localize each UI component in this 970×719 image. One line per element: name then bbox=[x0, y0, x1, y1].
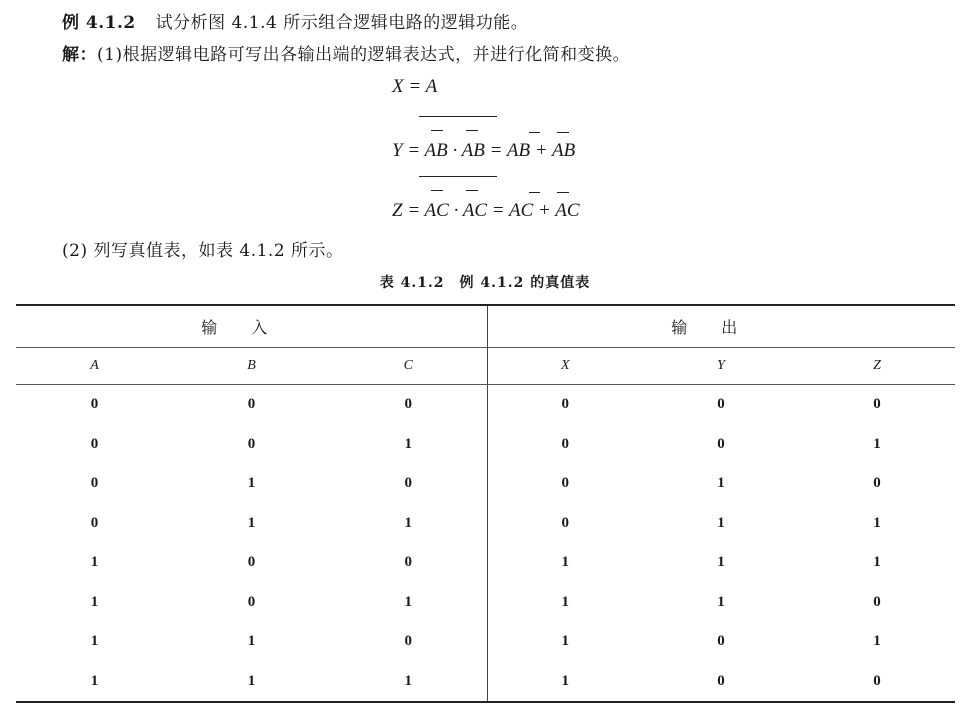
equation-z bbox=[392, 200, 580, 222]
table-cell: 0 bbox=[330, 622, 487, 662]
equation-y-outer-overline bbox=[419, 116, 497, 117]
table-cell: 0 bbox=[561, 435, 570, 452]
table-cell: 1 bbox=[873, 514, 881, 531]
example-heading bbox=[62, 8, 528, 33]
example-text: 试分析图 4.1.4 所示组合逻辑电路的逻辑功能。 bbox=[155, 13, 529, 33]
table-row bbox=[16, 504, 955, 544]
table-row bbox=[16, 583, 955, 623]
solution-step1-text: (1)根据逻辑电路可写出各输出端的逻辑表达式，并进行化简和变换。 bbox=[97, 45, 631, 65]
equation-y bbox=[392, 140, 575, 162]
table-cell: 1 bbox=[90, 554, 99, 571]
table-cell: 1 bbox=[717, 514, 725, 531]
table-cell: 0 bbox=[330, 464, 487, 504]
table-row bbox=[16, 425, 955, 465]
column-header-b: B bbox=[173, 348, 330, 385]
table-cell: 1 bbox=[330, 583, 487, 623]
table-caption: 表 4.1.2 例 4.1.2 的真值表 bbox=[379, 275, 591, 291]
table-cell: 1 bbox=[717, 593, 725, 610]
equation-y-overline-a bbox=[466, 130, 478, 131]
equation-z-term2-overline bbox=[557, 192, 569, 193]
equation-y-overline-b bbox=[431, 130, 443, 131]
table-cell: 0 bbox=[247, 554, 256, 571]
column-header-c: C bbox=[330, 348, 487, 385]
table-cell: 1 bbox=[247, 514, 256, 531]
equation-y-term2-overline bbox=[557, 132, 569, 133]
equation-z-overline-c bbox=[431, 190, 443, 191]
example-label: 例 4.1.2 bbox=[62, 13, 136, 33]
column-header-a: A bbox=[16, 348, 173, 385]
table-cell: 1 bbox=[330, 662, 487, 703]
table-cell: 1 bbox=[873, 633, 881, 650]
table-row bbox=[16, 662, 955, 703]
solution-step1 bbox=[62, 40, 630, 65]
table-cell: 0 bbox=[717, 435, 725, 452]
table-cell: 0 bbox=[561, 396, 570, 413]
input-group-header: 输入 bbox=[16, 305, 487, 348]
table-cell: 0 bbox=[717, 396, 725, 413]
table-cell: 1 bbox=[873, 554, 881, 571]
table-cell: 1 bbox=[717, 554, 725, 571]
table-cell: 0 bbox=[561, 475, 570, 492]
table-cell: 0 bbox=[330, 543, 487, 583]
table-row bbox=[16, 543, 955, 583]
table-cell: 1 bbox=[330, 504, 487, 544]
table-cell: 0 bbox=[247, 435, 256, 452]
table-cell: 0 bbox=[717, 633, 725, 650]
table-cell: 1 bbox=[561, 554, 570, 571]
table-cell: 1 bbox=[90, 593, 99, 610]
output-group-header: 输出 bbox=[487, 305, 955, 348]
equation-z-term1-overline bbox=[529, 192, 540, 193]
table-cell: 1 bbox=[717, 475, 725, 492]
table-group-header bbox=[16, 305, 955, 348]
table-row bbox=[16, 622, 955, 662]
column-header-z: Z bbox=[799, 348, 955, 385]
table-cell: 0 bbox=[330, 385, 487, 425]
table-cell: 1 bbox=[487, 662, 643, 703]
table-cell: 0 bbox=[247, 396, 256, 413]
table-cell: 0 bbox=[90, 514, 99, 531]
table-cell: 1 bbox=[16, 662, 173, 703]
table-row bbox=[16, 385, 955, 425]
table-row bbox=[16, 464, 955, 504]
table-cell: 0 bbox=[90, 435, 99, 452]
table-cell: 0 bbox=[90, 396, 99, 413]
table-cell: 0 bbox=[247, 593, 256, 610]
table-cell: 1 bbox=[330, 425, 487, 465]
table-cell: 0 bbox=[90, 475, 99, 492]
solution-step2: (2) 列写真值表，如表 4.1.2 所示。 bbox=[62, 241, 344, 261]
table-cell: 1 bbox=[873, 435, 881, 452]
equation-y-term1-overline bbox=[529, 132, 540, 133]
equation-z-overline-a bbox=[466, 190, 478, 191]
table-cell: 0 bbox=[561, 514, 570, 531]
solution-label: 解： bbox=[62, 45, 97, 65]
table-cell: 0 bbox=[873, 475, 881, 492]
truth-table bbox=[16, 304, 955, 703]
table-cell: 0 bbox=[873, 396, 881, 413]
table-cell: 0 bbox=[799, 662, 955, 703]
table-cell: 1 bbox=[561, 633, 570, 650]
table-cell: 0 bbox=[643, 662, 799, 703]
table-column-header bbox=[16, 348, 955, 385]
table-cell: 1 bbox=[561, 593, 570, 610]
column-header-x: X bbox=[487, 348, 643, 385]
table-cell: 1 bbox=[247, 633, 256, 650]
table-cell: 1 bbox=[247, 475, 256, 492]
equation-z-outer-overline bbox=[419, 176, 497, 177]
table-cell: 0 bbox=[873, 593, 881, 610]
table-cell: 1 bbox=[173, 662, 330, 703]
equation-x: X = A bbox=[392, 76, 438, 97]
equation-y-text: Y = AB · AB = AB + AB bbox=[392, 140, 576, 161]
equation-z-text: Z = AC · AC = AC + AC bbox=[392, 200, 580, 221]
table-cell: 1 bbox=[90, 633, 99, 650]
column-header-y: Y bbox=[643, 348, 799, 385]
